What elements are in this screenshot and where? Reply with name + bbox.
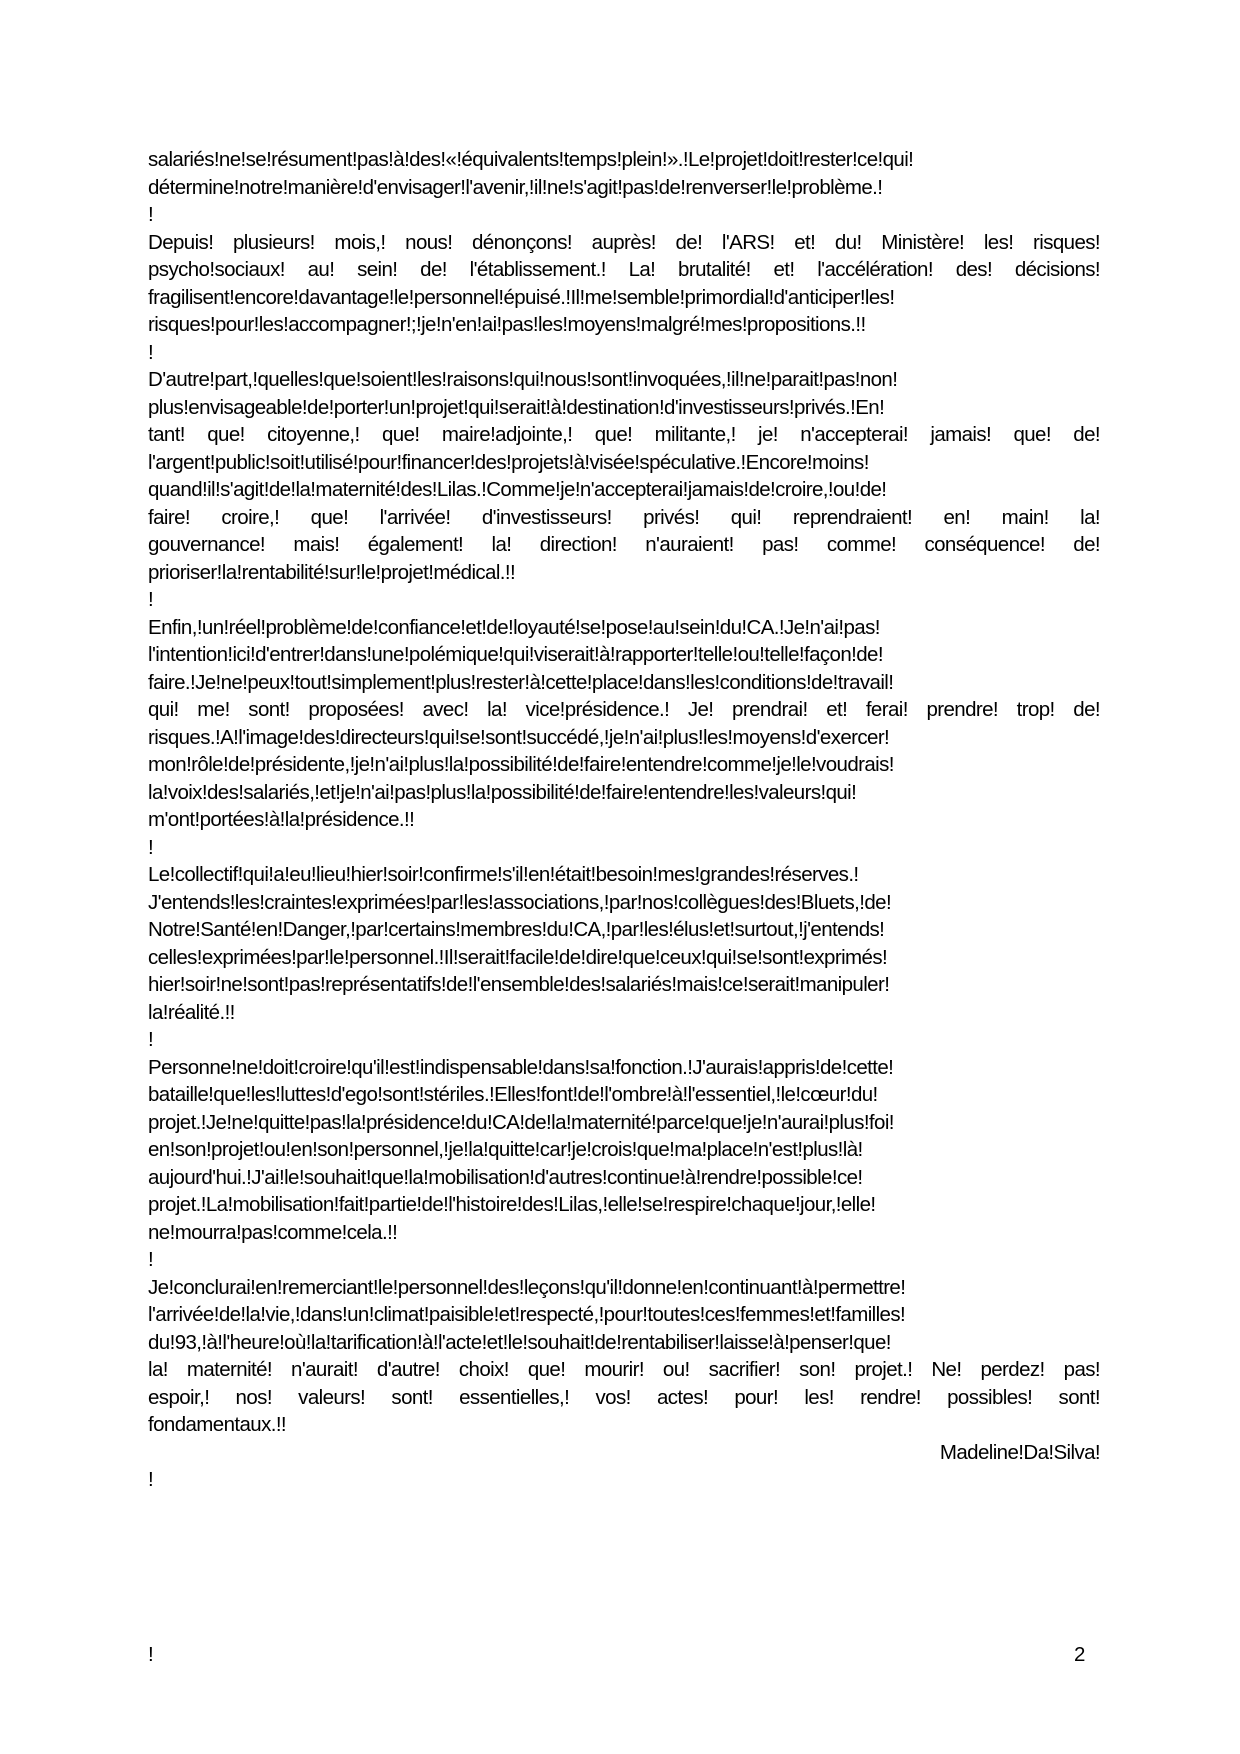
text-line: la!réalité.!! [148, 1000, 235, 1024]
text-line: risques!pour!les!accompagner!;!je!n'en!ai!pas!les!moyens!malgré!mes!propositions.!! [148, 313, 866, 336]
text-line: Enfin,!un!réel!problème!de!confiance!et!de!loyauté!se!pose!au!sein!du!CA.!Je!n'ai!pas! [148, 615, 880, 639]
text-line: fragilisent!encore!davantage!le!personnel!épuisé.!Il!me!semble!primordial!d'anticiper!les! [148, 285, 895, 309]
text-line: la!voix!des!salariés,!et!je!n'ai!pas!plus!la!possibilité!de!faire!entendre!les!valeurs!qui! [148, 780, 857, 804]
text-line: Le!collectif!qui!a!eu!lieu!hier!soir!confirme!s'il!en!était!besoin!mes!grandes!réserves.! [148, 863, 859, 886]
paragraph-separator: ! [148, 835, 154, 859]
text-line: Personne!ne!doit!croire!qu'il!est!indispensable!dans!sa!fonction.!J'aurais!appris!de!cette! [148, 1055, 894, 1079]
text-line: Notre!Santé!en!Danger,!par!certains!membres!du!CA,!par!les!élus!et!surtout,!j'entends! [148, 918, 885, 941]
text-line: ne!mourra!pas!comme!cela.!! [148, 1220, 398, 1244]
paragraph [148, 146, 1100, 201]
text-line: plus!envisageable!de!porter!un!projet!qui!serait!à!destination!d'investisseurs!privés.!En! [148, 395, 885, 419]
text-line: psycho!sociaux! au! sein! de! l'établissement.! La! brutalité! et! l'accélération! des! décisions! [148, 258, 1100, 281]
text-line: J'entends!les!craintes!exprimées!par!les!associations,!par!nos!collègues!des!Bluets,!de! [148, 890, 892, 914]
text-line: l'argent!public!soit!utilisé!pour!financer!des!projets!à!visée!spéculative.!Encore!moins! [148, 450, 869, 474]
text-line: la! maternité! n'aurait! d'autre! choix! que! mourir! ou! sacrifier! son! projet.! Ne! perdez! pas! [148, 1358, 1100, 1381]
paragraph [148, 1054, 1100, 1247]
text-line: celles!exprimées!par!le!personnel.!Il!serait!facile!de!dire!que!ceux!qui!se!sont!exprimés! [148, 945, 888, 969]
text-line: détermine!notre!manière!d'envisager!l'avenir,!il!ne!s'agit!pas!de!renverser!le!problème.! [148, 175, 883, 199]
text-line: mon!rôle!de!présidente,!je!n'ai!plus!la!possibilité!de!faire!entendre!comme!je!le!voudrais! [148, 753, 894, 776]
paragraph-separator: ! [148, 1248, 154, 1271]
text-line: faire.!Je!ne!peux!tout!simplement!plus!rester!à!cette!place!dans!les!conditions!de!travail! [148, 670, 894, 694]
text-line: tant! que! citoyenne,! que! maire!adjointe,! que! militante,! je! n'accepterai! jamais! que! de! [148, 423, 1100, 446]
signature: Madeline!Da!Silva! [939, 1440, 1100, 1464]
paragraph-separator: ! [148, 1468, 154, 1491]
text-line: m'ont!portées!à!la!présidence.!! [148, 808, 415, 831]
text-line: Depuis! plusieurs! mois,! nous! dénonçons! auprès! de! l'ARS! et! du! Ministère! les! risques! [148, 230, 1100, 254]
paragraph [148, 614, 1100, 834]
text-line: aujourd'hui.!J'ai!le!souhait!que!la!mobilisation!d'autres!continue!à!rendre!possible!ce! [148, 1165, 863, 1189]
text-line: en!son!projet!ou!en!son!personnel,!je!la!quitte!car!je!crois!que!ma!place!n'est!plus!là! [148, 1138, 863, 1161]
text-line: prioriser!la!rentabilité!sur!le!projet!médical.!! [148, 560, 516, 584]
paragraph [148, 861, 1100, 1026]
paragraph [148, 1274, 1100, 1439]
text-line: fondamentaux.!! [148, 1413, 287, 1436]
text-line: l'arrivée!de!la!vie,!dans!un!climat!paisible!et!respecté,!pour!toutes!ces!femmes!et!familles! [148, 1303, 906, 1326]
paragraph [148, 366, 1100, 586]
text-line: projet.!La!mobilisation!fait!partie!de!l'histoire!des!Lilas,!elle!se!respire!chaque!jour,!elle! [148, 1193, 876, 1216]
paragraph-separator: ! [148, 340, 154, 364]
paragraph-separator: ! [148, 203, 154, 226]
text-line: qui! me! sont! proposées! avec! la! vice!présidence.! Je! prendrai! et! ferai! prendre! trop! de! [148, 698, 1100, 721]
text-line: D'autre!part,!quelles!que!soient!les!raisons!qui!nous!sont!invoquées,!il!ne!parait!pas!non! [148, 368, 898, 391]
text-line: Je!conclurai!en!remerciant!le!personnel!des!leçons!qu'il!donne!en!continuant!à!permettre! [148, 1275, 906, 1299]
paragraph [148, 229, 1100, 339]
text-line: espoir,! nos! valeurs! sont! essentielles,! vos! actes! pour! les! rendre! possibles! sont! [148, 1385, 1100, 1409]
text-line: salariés!ne!se!résument!pas!à!des!«!équivalents!temps!plein!».!Le!projet!doit!rester!ce!qui! [148, 148, 914, 171]
paragraph-separator: ! [148, 1028, 154, 1051]
text-line: faire! croire,! que! l'arrivée! d'investisseurs! privés! qui! reprendraient! en! main! la! [148, 505, 1100, 529]
text-line: projet.!Je!ne!quitte!pas!la!présidence!du!CA!de!la!maternité!parce!que!je!n'aurai!plus!foi! [148, 1110, 894, 1134]
text-line: l'intention!ici!d'entrer!dans!une!polémique!qui!viserait!à!rapporter!telle!ou!telle!façon!de! [148, 643, 883, 666]
text-line: gouvernance! mais! également! la! direction! n'auraient! pas! comme! conséquence! de! [148, 533, 1100, 556]
text-line: hier!soir!ne!sont!pas!représentatifs!de!l'ensemble!des!salariés!mais!ce!serait!manipuler! [148, 973, 890, 996]
page-number: 2 [1074, 1643, 1086, 1666]
text-line: quand!il!s'agit!de!la!maternité!des!Lilas.!Comme!je!n'accepterai!jamais!de!croire,!ou!de! [148, 478, 887, 501]
text-line: du!93,!à!l'heure!où!la!tarification!à!l'acte!et!le!souhait!de!rentabiliser!laisse!à!penser!que! [148, 1330, 891, 1354]
paragraph-separator: ! [148, 588, 154, 611]
text-line: bataille!que!les!luttes!d'ego!sont!stériles.!Elles!font!de!l'ombre!à!l'essentiel,!le!cœur!du! [148, 1083, 878, 1106]
text-line: risques.!A!l'image!des!directeurs!qui!se!sont!succédé,!je!n'ai!plus!les!moyens!d'exercer! [148, 725, 890, 749]
letter-body [148, 146, 1100, 1494]
footer-mark: ! [148, 1643, 154, 1666]
